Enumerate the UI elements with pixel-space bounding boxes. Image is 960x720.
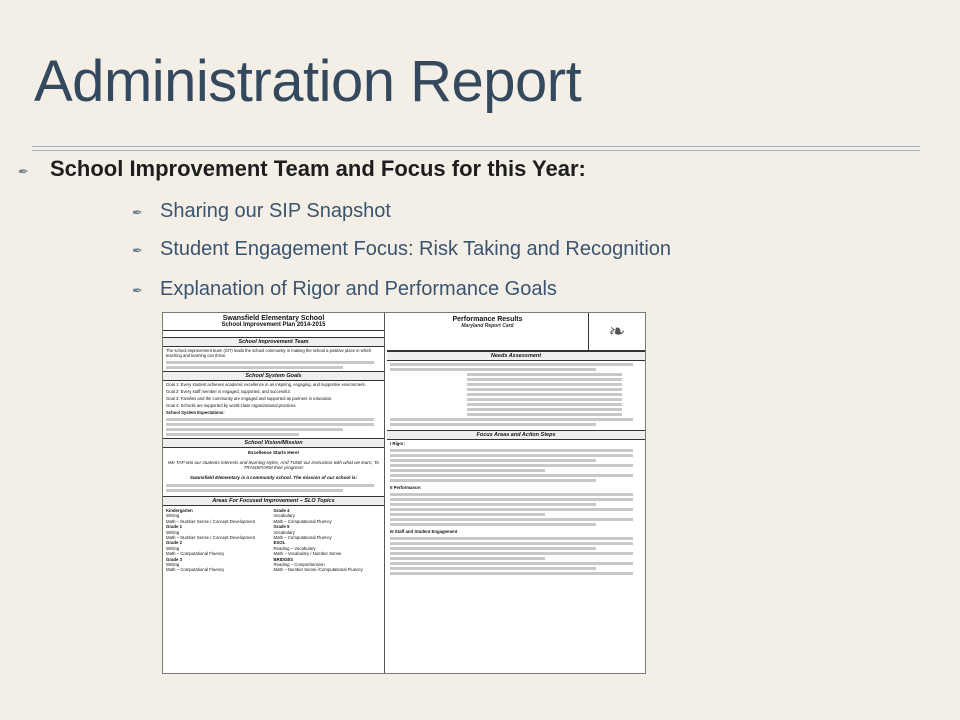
topic-item: Math – Number Sense / Concept Development — [166, 535, 256, 541]
performance-label: II Performance: — [390, 485, 422, 490]
main-bullet-text: School Improvement Team and Focus for this Year: — [50, 156, 586, 181]
topic-item: Math – Number Sense /Computational Fluency — [273, 567, 363, 573]
text-line — [166, 433, 299, 436]
topic-item: Writing — [166, 562, 180, 568]
topics-left-column — [166, 508, 274, 573]
topic-item: Writing — [166, 513, 180, 519]
results-title-box — [387, 313, 589, 350]
feather-bullet-icon: ✒ — [132, 205, 143, 220]
topic-item: Vocabulary — [273, 513, 295, 519]
sip-snapshot-document — [162, 312, 646, 674]
topic-item: Math – Computational Fluency — [166, 551, 225, 557]
topic-item: Grade 2 — [166, 540, 183, 546]
goals-heading: School System Goals — [163, 371, 384, 381]
topic-item: Math – Vocabulary / Number Sense — [273, 551, 342, 557]
sub-bullet-text: Student Engagement Focus: Risk Taking and Recognition — [160, 238, 672, 260]
topic-item: Writing — [166, 529, 180, 535]
goal-1: Goal 1: Every student achieves academic excellence in an inspiring, engaging, and supportive environment. — [166, 382, 366, 387]
topic-item: Vocabulary — [273, 529, 295, 535]
goal-2: Goal 2: Every staff member is engaged, supported, and successful. — [166, 389, 291, 394]
text-line — [166, 489, 343, 492]
expectations-heading: School System Expectations: — [166, 410, 225, 415]
feather-bullet-icon: ✒ — [132, 283, 143, 298]
focus-heading: Focus Areas and Action Steps — [387, 430, 645, 440]
rigor-label: I Rigor: — [390, 441, 406, 446]
vision-subheading: Excellence Starts Here! — [247, 450, 300, 455]
needs-heading: Needs Assessment — [387, 351, 645, 361]
main-bullet — [18, 156, 586, 182]
topic-item: Writing — [166, 545, 180, 551]
engagement-label: III Staff and Student Engagement — [390, 529, 458, 534]
text-line — [166, 418, 374, 421]
topic-item: Kindergarten — [166, 508, 193, 513]
team-text: The school improvement team (SIT) leads the school community in making the school a positive place in which teaching and learning can thrive. — [166, 348, 372, 358]
title-divider — [32, 146, 920, 147]
topic-item: Reading – Comprehension — [273, 562, 325, 568]
feather-bullet-icon: ✒ — [132, 243, 143, 258]
slide-title: Administration Report — [34, 49, 582, 114]
topic-item: Math – Number Sense / Concept Development — [166, 518, 256, 524]
results-header — [387, 313, 645, 351]
topics-heading: Areas For Focused Improvement – SLO Topics — [163, 496, 384, 506]
sub-bullet-rigor — [132, 278, 557, 301]
text-line — [166, 428, 343, 431]
topic-item: ESOL — [273, 540, 286, 546]
text-line — [166, 366, 343, 369]
topic-item: Math – Computational Fluency — [273, 535, 332, 541]
results-title: Performance Results — [452, 316, 523, 323]
topic-item: Grade 1 — [166, 524, 183, 530]
goal-4: Goal 4: Schools are supported by world-class organizational practices. — [166, 403, 297, 408]
vision-heading: School Vision/Mission — [163, 438, 384, 448]
sip-header — [163, 313, 384, 331]
feather-bullet-icon: ✒ — [18, 164, 29, 179]
text-line — [166, 423, 374, 426]
mission-text: Swansfield Elementary is a community school. The mission of our school is: — [189, 474, 358, 480]
text-line — [166, 484, 374, 487]
goal-3: Goal 3: Families and the community are engaged and supported as partners in education. — [166, 396, 333, 401]
plan-title: School Improvement Plan 2014-2015 — [221, 322, 326, 328]
sub-bullet-text: Sharing our SIP Snapshot — [160, 200, 391, 222]
maryland-logo-icon: ❧ — [608, 321, 626, 343]
topic-item: BRIDGES — [273, 556, 294, 562]
topic-item: Grade 4 — [273, 508, 290, 513]
team-heading: School Improvement Team — [163, 337, 384, 347]
sip-right-column — [387, 313, 645, 673]
sip-left-column — [163, 313, 385, 673]
sub-bullet-snapshot — [132, 200, 391, 223]
topic-item: Grade 5 — [273, 524, 290, 530]
topic-item: Grade 3 — [166, 556, 183, 562]
topics-right-column — [274, 508, 382, 573]
text-line — [166, 361, 374, 364]
results-subtitle: Maryland Report Card — [461, 323, 514, 329]
topic-item: Reading – Vocabulary — [273, 545, 316, 551]
sub-bullet-text: Explanation of Rigor and Performance Goals — [160, 278, 557, 300]
school-name: Swansfield Elementary School — [222, 315, 325, 322]
sub-bullet-engagement — [132, 238, 671, 261]
topic-item: Math – Computational Fluency — [166, 567, 225, 573]
topics-table — [163, 506, 384, 575]
title-divider-secondary — [32, 150, 920, 151]
topic-item: Math – Computational Fluency — [273, 518, 332, 524]
vision-text: We TAP into our students interests and learning styles, And TUNE our instruction with what we learn, To TRANSFORM their progress! — [168, 459, 379, 470]
